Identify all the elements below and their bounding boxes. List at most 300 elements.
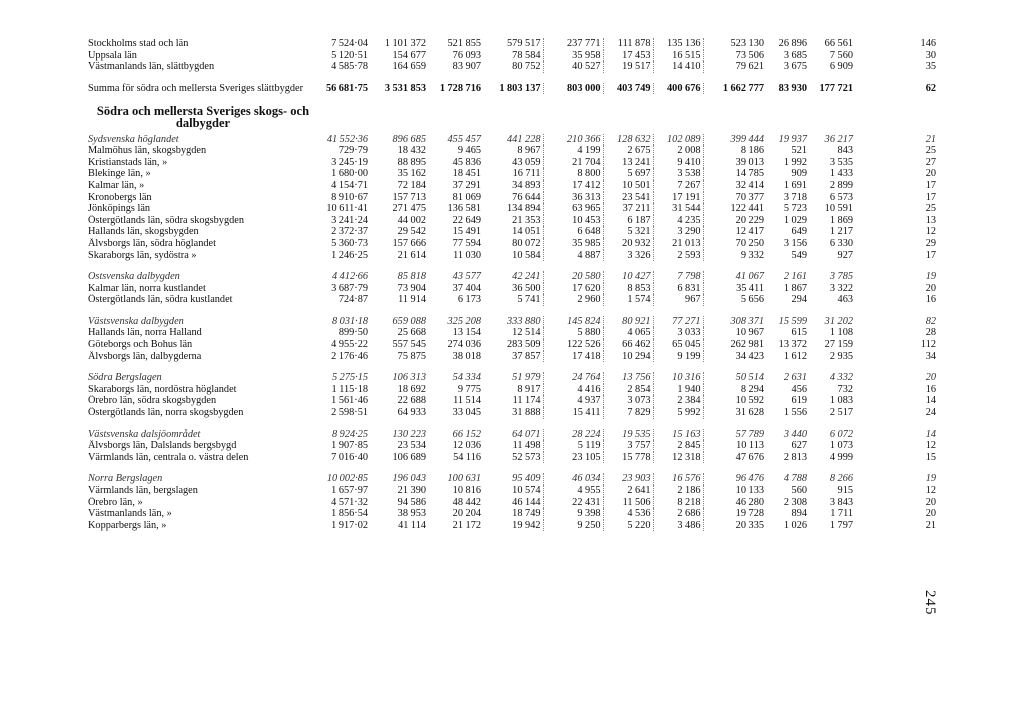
table-cell: 6 909 [829, 61, 853, 73]
row-label [88, 192, 320, 204]
table-cell: 4 065 [603, 327, 653, 339]
table-cell: 12 417 [735, 226, 764, 238]
table-cell: 3 440 [783, 428, 807, 440]
spacer-cell [88, 362, 936, 372]
table-cell: 12 036 [452, 440, 481, 452]
table-cell: 14 785 [735, 168, 764, 180]
row-label-text: Norra Bergslagen [88, 473, 163, 485]
table-cell: 45 836 [452, 156, 481, 168]
table-cell: 4 536 [603, 508, 653, 520]
table-cell: 2 593 [653, 250, 703, 262]
heading-filler [320, 94, 936, 133]
row-label-text: Södra Bergslagen [88, 372, 162, 384]
group-row [88, 429, 936, 441]
table-cell: 294 [791, 294, 807, 306]
table-cell: 927 [837, 249, 853, 261]
table-row [88, 497, 936, 509]
table-cell: 35 411 [736, 282, 764, 294]
table-cell: 122 441 [730, 203, 764, 215]
table-cell: 25 [925, 145, 936, 157]
table-cell: 6 173 [457, 294, 481, 306]
table-cell: 2 186 [653, 485, 703, 497]
row-label [88, 238, 320, 250]
row-label-text: Örebro län, » [88, 496, 143, 508]
table-cell: 95 409 [483, 473, 543, 485]
table-row [88, 452, 936, 464]
table-cell: 3 843 [829, 496, 853, 508]
table-row [88, 38, 936, 50]
table-cell: 128 632 [603, 134, 653, 146]
table-cell: 130 223 [392, 428, 426, 440]
table-cell: 19 535 [603, 429, 653, 441]
table-cell: 2 008 [653, 145, 703, 157]
table-cell: 11 174 [483, 395, 543, 407]
table-cell: 4 585·78 [331, 61, 368, 73]
table-cell: 523 130 [730, 38, 764, 49]
row-label [88, 508, 320, 520]
total-row [88, 83, 936, 95]
row-label [88, 429, 320, 441]
row-label [88, 215, 320, 227]
row-label [88, 157, 320, 169]
table-cell: 9 465 [457, 145, 481, 157]
table-cell: 283 509 [483, 339, 543, 351]
row-label [88, 452, 320, 464]
table-cell: 12 [925, 485, 936, 496]
table-cell: 8 910·67 [331, 191, 368, 203]
table-cell: 15 491 [452, 226, 481, 238]
row-label [88, 250, 320, 262]
table-cell: 21 013 [653, 238, 703, 250]
table-cell: 6 831 [653, 283, 703, 295]
table-cell: 48 442 [452, 496, 481, 508]
table-cell: 51 979 [483, 372, 543, 384]
row-label [88, 180, 320, 192]
table-cell: 3 531 853 [384, 82, 426, 94]
row-label-text: Östergötlands län, södra kustlandet [88, 294, 233, 306]
table-cell: 177 721 [819, 82, 853, 94]
table-cell: 271 475 [392, 203, 426, 215]
row-spacer [88, 362, 936, 372]
table-cell: 10 316 [653, 372, 703, 384]
table-cell: 112 [920, 339, 936, 351]
table-cell: 7 016·40 [331, 451, 368, 463]
table-row [88, 50, 936, 62]
row-label-text: Västmanlands län, » [88, 508, 172, 520]
row-label [88, 294, 320, 306]
row-spacer [88, 463, 936, 473]
table-cell: 11 506 [603, 497, 653, 509]
table-cell: 63 965 [543, 203, 603, 215]
row-label-text: Värmlands län, centrala o. västra delen [88, 451, 249, 463]
table-cell: 22 649 [452, 214, 481, 226]
table-cell: 3 245·19 [331, 156, 368, 168]
table-row [88, 238, 936, 250]
table-cell: 34 423 [735, 350, 764, 362]
table-cell: 85 818 [397, 271, 426, 283]
row-spacer [88, 261, 936, 271]
spacer-cell [88, 463, 936, 473]
table-cell: 7 524·04 [331, 38, 368, 49]
table-cell: 210 366 [543, 134, 603, 146]
table-cell: 46 144 [483, 497, 543, 509]
row-label [88, 145, 320, 157]
table-cell: 54 116 [453, 451, 481, 463]
table-cell: 77 271 [653, 316, 703, 328]
table-cell: 4 416 [543, 384, 603, 396]
table-cell: 33 045 [452, 407, 481, 419]
table-cell: 325 208 [447, 315, 481, 327]
table-cell: 79 621 [735, 61, 764, 73]
table-cell: 19 728 [735, 508, 764, 520]
table-cell: 5 992 [653, 407, 703, 419]
table-cell: 1 433 [829, 168, 853, 180]
row-label-text: Örebro län, södra skogsbygden [88, 395, 217, 407]
table-cell: 29 542 [397, 226, 426, 238]
table-cell: 5 723 [783, 203, 807, 215]
table-cell: 15 599 [778, 315, 807, 327]
table-cell: 1 992 [783, 156, 807, 168]
row-label-text: Kalmar län, » [88, 179, 145, 191]
table-cell: 23 541 [603, 192, 653, 204]
table-cell: 5 697 [603, 168, 653, 180]
table-cell: 41 114 [398, 519, 426, 531]
table-cell: 10 294 [603, 351, 653, 363]
table-cell: 36 500 [483, 283, 543, 295]
row-label-text: Västsvenska dalsjöområdet [88, 428, 201, 440]
table-cell: 15 411 [543, 407, 603, 419]
table-cell: 37 404 [452, 282, 481, 294]
group-row [88, 134, 936, 146]
table-cell: 400 676 [653, 83, 703, 95]
table-cell: 4 571·32 [331, 496, 368, 508]
table-cell: 42 241 [483, 271, 543, 283]
table-cell: 146 [920, 38, 936, 49]
group-row [88, 271, 936, 283]
row-label [88, 316, 320, 328]
table-cell: 1 217 [829, 226, 853, 238]
row-label [88, 473, 320, 485]
table-cell: 8 800 [543, 168, 603, 180]
row-label-text: Älvsborgs län, södra höglandet [88, 237, 216, 249]
table-cell: 7 267 [653, 180, 703, 192]
table-row [88, 203, 936, 215]
table-cell: 66 561 [824, 38, 853, 49]
table-row [88, 283, 936, 295]
table-cell: 5 275·15 [331, 372, 368, 384]
table-cell: 4 937 [543, 395, 603, 407]
table-cell: 96 476 [735, 473, 764, 485]
table-cell: 20 [925, 168, 936, 180]
table-cell: 1 680·00 [331, 168, 368, 180]
table-cell: 19 937 [778, 133, 807, 145]
row-label [88, 203, 320, 215]
table-cell: 619 [791, 395, 807, 407]
table-row [88, 180, 936, 192]
table-cell: 80 752 [483, 61, 543, 73]
table-cell: 237 771 [543, 38, 603, 50]
table-cell: 9 250 [543, 520, 603, 532]
table-cell: 12 [925, 226, 936, 238]
table-cell: 88 895 [397, 156, 426, 168]
table-row [88, 168, 936, 180]
table-cell: 34 [925, 350, 936, 362]
table-cell: 18 451 [452, 168, 481, 180]
row-label [88, 168, 320, 180]
table-cell: 17 [925, 179, 936, 191]
row-label [88, 283, 320, 295]
table-cell: 20 204 [452, 508, 481, 520]
table-cell: 899·50 [338, 327, 368, 339]
section-heading-row [88, 94, 936, 133]
table-cell: 10 967 [735, 327, 764, 339]
table-cell: 5 656 [740, 294, 764, 306]
table-cell: 54 334 [452, 372, 481, 384]
table-cell: 134 894 [483, 203, 543, 215]
table-cell: 21 353 [483, 215, 543, 227]
table-cell: 25 [925, 203, 936, 215]
table-cell: 6 648 [543, 226, 603, 238]
table-cell: 2 935 [829, 350, 853, 362]
row-label-text: Hallands län, norra Halland [88, 327, 202, 339]
table-cell: 8 853 [603, 283, 653, 295]
row-label [88, 384, 320, 396]
table-cell: 18 432 [397, 145, 426, 157]
table-cell: 1 917·02 [331, 519, 368, 531]
table-cell: 2 813 [783, 451, 807, 463]
table-cell: 9 410 [653, 157, 703, 169]
row-label [88, 38, 320, 50]
table-cell: 5 880 [543, 327, 603, 339]
table-cell: 3 785 [829, 271, 853, 283]
table-cell: 27 [925, 156, 936, 168]
table-cell: 13 241 [603, 157, 653, 169]
table-cell: 3 290 [653, 226, 703, 238]
table-cell: 40 527 [543, 61, 603, 73]
table-cell: 262 981 [730, 339, 764, 351]
table-cell: 6 330 [829, 237, 853, 249]
table-cell: 2 308 [783, 496, 807, 508]
table-cell: 57 789 [735, 428, 764, 440]
table-cell: 35 [925, 61, 936, 73]
table-cell: 21 172 [452, 519, 481, 531]
row-label-text: Göteborgs och Bohus län [88, 339, 193, 351]
table-cell: 106 689 [392, 451, 426, 463]
table-cell: 8 266 [829, 473, 853, 485]
table-cell: 46 280 [735, 496, 764, 508]
table-cell: 1 246·25 [331, 249, 368, 261]
table-row [88, 250, 936, 262]
table-cell: 3 538 [653, 168, 703, 180]
table-cell: 3 241·24 [331, 214, 368, 226]
table-cell: 16 576 [653, 473, 703, 485]
table-cell: 76 093 [452, 49, 481, 61]
table-cell: 83 930 [778, 82, 807, 94]
table-cell: 20 [925, 508, 936, 520]
table-cell: 29 [925, 237, 936, 249]
table-cell: 803 000 [543, 83, 603, 95]
table-cell: 7 829 [603, 407, 653, 419]
table-cell: 44 002 [397, 214, 426, 226]
spacer-cell [88, 306, 936, 316]
table-cell: 20 [925, 372, 936, 384]
table-cell: 78 584 [483, 50, 543, 62]
row-label-text: Summa för södra och mellersta Sveriges slättbygder [88, 82, 304, 94]
table-cell: 2 899 [829, 179, 853, 191]
table-row [88, 61, 936, 73]
table-cell: 20 580 [543, 271, 603, 283]
table-cell: 100 631 [447, 473, 481, 485]
table-cell: 23 105 [543, 452, 603, 464]
table-cell: 35 985 [543, 238, 603, 250]
table-cell: 46 034 [543, 473, 603, 485]
table-cell: 9 775 [457, 383, 481, 395]
table-cell: 65 045 [653, 339, 703, 351]
table-cell: 10 611·41 [326, 203, 368, 215]
table-cell: 17 412 [543, 180, 603, 192]
page-number: 245 [922, 590, 938, 616]
table-row [88, 440, 936, 452]
table-cell: 3 718 [783, 191, 807, 203]
table-cell: 5 120·51 [331, 49, 368, 61]
table-cell: 2 631 [783, 372, 807, 384]
table-cell: 308 371 [730, 315, 764, 327]
table-cell: 136 581 [447, 203, 481, 215]
table-cell: 3 685 [783, 49, 807, 61]
table-cell: 10 453 [543, 215, 603, 227]
table-cell: 915 [837, 485, 853, 496]
table-cell: 15 163 [653, 429, 703, 441]
table-cell: 16 [925, 294, 936, 306]
table-cell: 1 083 [829, 395, 853, 407]
table-cell: 403 749 [603, 83, 653, 95]
table-cell: 1 662 777 [722, 82, 764, 94]
table-cell: 73 506 [735, 49, 764, 61]
group-row [88, 372, 936, 384]
table-cell: 21 [925, 519, 936, 531]
table-cell: 34 893 [483, 180, 543, 192]
row-label-text: Skaraborgs län, sydöstra » [88, 249, 197, 261]
table-cell: 18 692 [397, 383, 426, 395]
table-cell: 2 641 [603, 485, 653, 497]
table-row [88, 294, 936, 306]
row-label-text: Hallands län, skogsbygden [88, 226, 199, 238]
table-cell: 8 917 [483, 384, 543, 396]
row-label-text: Västsvenska dalbygden [88, 315, 184, 327]
table-row [88, 351, 936, 363]
row-label-text: Östergötlands län, södra skogsbygden [88, 214, 244, 226]
table-cell: 5 360·73 [331, 237, 368, 249]
table-cell: 8 031·18 [331, 315, 368, 327]
table-cell: 1 073 [829, 440, 853, 452]
table-cell: 659 088 [392, 315, 426, 327]
statistics-table [88, 38, 936, 531]
table-cell: 19 [925, 473, 936, 485]
row-label [88, 134, 320, 146]
table-cell: 27 159 [824, 339, 853, 351]
table-cell: 894 [791, 508, 807, 520]
table-cell: 8 186 [740, 145, 764, 157]
table-cell: 157 666 [392, 237, 426, 249]
table-cell: 24 [925, 407, 936, 419]
table-cell: 2 598·51 [331, 407, 368, 419]
table-cell: 25 668 [397, 327, 426, 339]
table-cell: 17 [925, 191, 936, 203]
row-label-text: Älvsborgs län, dalbygderna [88, 350, 202, 362]
table-cell: 6 072 [829, 428, 853, 440]
table-cell: 3 326 [603, 250, 653, 262]
table-cell: 2 517 [829, 407, 853, 419]
row-label-text: Uppsala län [88, 49, 137, 61]
table-cell: 10 002·85 [326, 473, 368, 485]
table-row [88, 192, 936, 204]
table-cell: 455 457 [447, 133, 481, 145]
table-cell: 28 224 [543, 429, 603, 441]
table-cell: 4 235 [653, 215, 703, 227]
table-cell: 35 958 [543, 50, 603, 62]
row-label [88, 485, 320, 497]
table-cell: 31 544 [653, 203, 703, 215]
table-cell: 732 [837, 383, 853, 395]
table-cell: 2 960 [543, 294, 603, 306]
table-cell: 3 687·79 [331, 282, 368, 294]
table-cell: 9 398 [543, 508, 603, 520]
table-cell: 77 594 [452, 237, 481, 249]
table-cell: 28 [925, 327, 936, 339]
table-cell: 13 [925, 214, 936, 226]
row-spacer [88, 73, 936, 83]
table-cell: 11 914 [398, 294, 426, 306]
table-cell: 82 [925, 315, 936, 327]
table-cell: 64 933 [397, 407, 426, 419]
table-cell: 17 620 [543, 283, 603, 295]
table-cell: 11 498 [483, 440, 543, 452]
table-cell: 17 [925, 249, 936, 261]
table-row [88, 395, 936, 407]
table-cell: 20 932 [603, 238, 653, 250]
table-cell: 615 [791, 327, 807, 339]
section-heading-text: Södra och mellersta Sveriges skogs- och dalbygder [96, 104, 310, 130]
table-cell: 521 [791, 145, 807, 157]
spacer-cell [88, 261, 936, 271]
row-label-text: Kopparbergs län, » [88, 519, 167, 531]
table-cell: 2 372·37 [331, 226, 368, 238]
table-cell: 13 154 [452, 327, 481, 339]
table-cell: 30 [925, 49, 936, 61]
table-cell: 64 071 [483, 429, 543, 441]
table-cell: 23 903 [603, 473, 653, 485]
row-label-text: Skaraborgs län, nordöstra höglandet [88, 383, 237, 395]
table-cell: 12 514 [483, 327, 543, 339]
table-cell: 80 921 [603, 316, 653, 328]
table-cell: 560 [791, 485, 807, 496]
table-cell: 6 573 [829, 191, 853, 203]
table-cell: 14 051 [483, 226, 543, 238]
table-cell: 17 418 [543, 351, 603, 363]
group-row [88, 473, 936, 485]
table-cell: 37 857 [483, 351, 543, 363]
table-cell: 13 756 [603, 372, 653, 384]
row-label [88, 61, 320, 73]
table-cell: 35 162 [397, 168, 426, 180]
table-cell: 20 229 [735, 214, 764, 226]
spacer-cell [88, 73, 936, 83]
table-cell: 3 757 [603, 440, 653, 452]
table-cell: 5 220 [603, 520, 653, 532]
table-cell: 13 372 [778, 339, 807, 351]
row-label [88, 327, 320, 339]
table-cell: 4 887 [543, 250, 603, 262]
